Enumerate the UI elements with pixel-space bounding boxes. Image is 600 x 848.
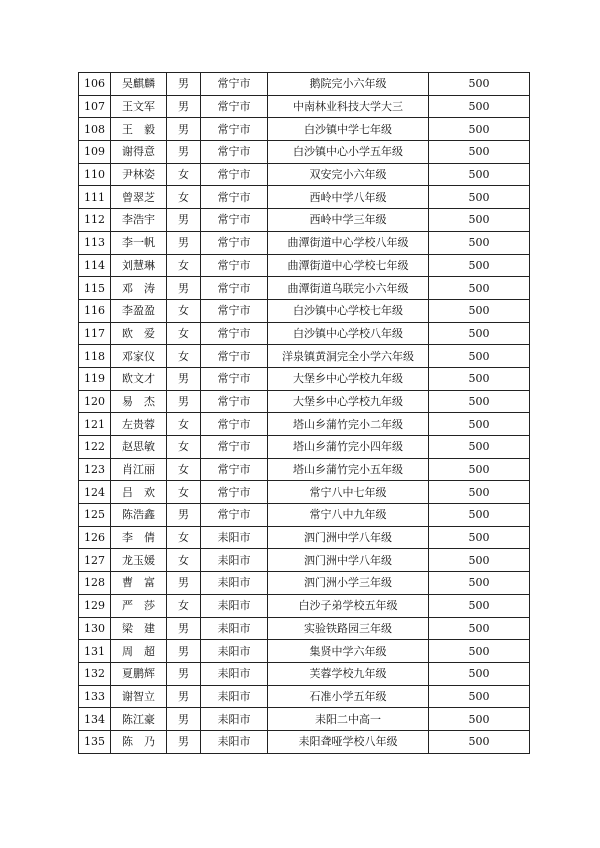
student-sex: 男 [167,141,201,164]
student-school-grade: 集贤中学六年级 [268,640,429,663]
student-school-grade: 耒阳二中高一 [268,708,429,731]
row-number: 108 [79,118,111,141]
student-city: 常宁市 [201,141,268,164]
aid-amount: 500 [429,572,530,595]
student-city: 耒阳市 [201,640,268,663]
aid-amount: 500 [429,95,530,118]
student-city: 耒阳市 [201,730,268,753]
student-city: 常宁市 [201,345,268,368]
student-city: 常宁市 [201,254,268,277]
student-school-grade: 塔山乡蒲竹完小四年级 [268,436,429,459]
student-name: 周 超 [111,640,167,663]
row-number: 111 [79,186,111,209]
student-city: 常宁市 [201,367,268,390]
student-sex: 女 [167,413,201,436]
table-row [79,163,530,186]
aid-amount: 500 [429,73,530,96]
student-sex: 男 [167,73,201,96]
student-sex: 男 [167,572,201,595]
student-city: 耒阳市 [201,526,268,549]
student-school-grade: 曲潭街道中心学校七年级 [268,254,429,277]
student-city: 耒阳市 [201,685,268,708]
student-aid-table [78,72,530,754]
student-school-grade: 塔山乡蒲竹完小五年级 [268,458,429,481]
student-sex: 男 [167,640,201,663]
table-row [79,141,530,164]
row-number: 128 [79,572,111,595]
student-sex: 男 [167,118,201,141]
row-number: 125 [79,504,111,527]
student-school-grade: 西岭中学八年级 [268,186,429,209]
student-name: 谢智立 [111,685,167,708]
student-name: 赵思敏 [111,436,167,459]
row-number: 134 [79,708,111,731]
student-sex: 女 [167,549,201,572]
student-sex: 男 [167,662,201,685]
student-sex: 男 [167,617,201,640]
student-city: 常宁市 [201,436,268,459]
student-school-grade: 塔山乡蒲竹完小二年级 [268,413,429,436]
aid-amount: 500 [429,141,530,164]
row-number: 118 [79,345,111,368]
student-sex: 男 [167,367,201,390]
aid-amount: 500 [429,186,530,209]
aid-amount: 500 [429,708,530,731]
aid-amount: 500 [429,549,530,572]
student-name: 曾翠芝 [111,186,167,209]
row-number: 127 [79,549,111,572]
row-number: 113 [79,231,111,254]
student-city: 常宁市 [201,413,268,436]
student-sex: 女 [167,322,201,345]
student-city: 耒阳市 [201,572,268,595]
table-row [79,118,530,141]
aid-amount: 500 [429,118,530,141]
student-sex: 女 [167,299,201,322]
student-name: 尹林姿 [111,163,167,186]
student-city: 耒阳市 [201,662,268,685]
aid-amount: 500 [429,163,530,186]
student-name: 陈江豪 [111,708,167,731]
student-school-grade: 曲潭街道乌联完小六年级 [268,277,429,300]
student-school-grade: 西岭中学三年级 [268,209,429,232]
table-row [79,231,530,254]
student-name: 欧文才 [111,367,167,390]
table-row [79,708,530,731]
student-name: 易 杰 [111,390,167,413]
student-name: 肖江丽 [111,458,167,481]
student-city: 常宁市 [201,390,268,413]
aid-amount: 500 [429,231,530,254]
aid-amount: 500 [429,299,530,322]
table-row [79,413,530,436]
aid-amount: 500 [429,436,530,459]
student-sex: 女 [167,254,201,277]
student-sex: 女 [167,481,201,504]
aid-amount: 500 [429,640,530,663]
table-row [79,504,530,527]
student-school-grade: 常宁八中七年级 [268,481,429,504]
table-row [79,390,530,413]
table-row [79,209,530,232]
aid-amount: 500 [429,390,530,413]
table-row [79,662,530,685]
row-number: 130 [79,617,111,640]
student-sex: 男 [167,730,201,753]
student-sex: 男 [167,209,201,232]
table-row [79,277,530,300]
row-number: 112 [79,209,111,232]
student-sex: 女 [167,526,201,549]
student-city: 常宁市 [201,231,268,254]
row-number: 121 [79,413,111,436]
row-number: 135 [79,730,111,753]
student-sex: 女 [167,458,201,481]
student-school-grade: 泗门洲中学八年级 [268,526,429,549]
student-school-grade: 白沙镇中学七年级 [268,118,429,141]
aid-amount: 500 [429,413,530,436]
student-school-grade: 曲潭街道中心学校八年级 [268,231,429,254]
table-row [79,685,530,708]
student-sex: 女 [167,594,201,617]
row-number: 133 [79,685,111,708]
student-school-grade: 双安完小六年级 [268,163,429,186]
student-sex: 女 [167,345,201,368]
student-city: 耒阳市 [201,549,268,572]
table-row [79,458,530,481]
aid-amount: 500 [429,504,530,527]
student-school-grade: 中南林业科技大学大三 [268,95,429,118]
student-name: 夏鹏辉 [111,662,167,685]
student-name: 吕 欢 [111,481,167,504]
table-row [79,322,530,345]
aid-amount: 500 [429,617,530,640]
row-number: 114 [79,254,111,277]
table-row [79,95,530,118]
student-city: 常宁市 [201,322,268,345]
student-city: 常宁市 [201,163,268,186]
aid-amount: 500 [429,254,530,277]
student-sex: 男 [167,231,201,254]
student-name: 刘慧琳 [111,254,167,277]
table-row [79,730,530,753]
table-row [79,594,530,617]
student-sex: 男 [167,504,201,527]
aid-amount: 500 [429,526,530,549]
student-name: 李一帆 [111,231,167,254]
row-number: 109 [79,141,111,164]
student-school-grade: 常宁八中九年级 [268,504,429,527]
student-city: 常宁市 [201,277,268,300]
row-number: 123 [79,458,111,481]
row-number: 117 [79,322,111,345]
table-row [79,254,530,277]
student-school-grade: 泗门洲中学八年级 [268,549,429,572]
student-sex: 男 [167,390,201,413]
student-name: 李浩宇 [111,209,167,232]
student-sex: 男 [167,708,201,731]
student-city: 常宁市 [201,209,268,232]
student-name: 王文军 [111,95,167,118]
row-number: 122 [79,436,111,459]
student-sex: 男 [167,685,201,708]
aid-amount: 500 [429,345,530,368]
student-name: 邓 涛 [111,277,167,300]
student-city: 常宁市 [201,95,268,118]
aid-amount: 500 [429,458,530,481]
student-school-grade: 洋泉镇黄洞完全小学六年级 [268,345,429,368]
table-row [79,299,530,322]
student-city: 常宁市 [201,504,268,527]
table-row [79,549,530,572]
student-name: 欧 爱 [111,322,167,345]
student-name: 严 莎 [111,594,167,617]
aid-amount: 500 [429,209,530,232]
student-school-grade: 大堡乡中心学校九年级 [268,390,429,413]
student-school-grade: 实验铁路园三年级 [268,617,429,640]
table-row [79,481,530,504]
row-number: 124 [79,481,111,504]
row-number: 120 [79,390,111,413]
aid-amount: 500 [429,322,530,345]
student-sex: 男 [167,277,201,300]
student-name: 梁 建 [111,617,167,640]
student-name: 陈 乃 [111,730,167,753]
student-school-grade: 大堡乡中心学校九年级 [268,367,429,390]
student-sex: 女 [167,436,201,459]
student-school-grade: 芙蓉学校九年级 [268,662,429,685]
student-school-grade: 白沙镇中心学校八年级 [268,322,429,345]
aid-amount: 500 [429,730,530,753]
student-city: 常宁市 [201,186,268,209]
aid-amount: 500 [429,662,530,685]
student-school-grade: 耒阳聋哑学校八年级 [268,730,429,753]
student-city: 常宁市 [201,458,268,481]
row-number: 115 [79,277,111,300]
table-row [79,73,530,96]
table-row [79,572,530,595]
student-sex: 女 [167,163,201,186]
aid-amount: 500 [429,594,530,617]
table-row [79,640,530,663]
row-number: 110 [79,163,111,186]
aid-amount: 500 [429,481,530,504]
student-name: 陈浩鑫 [111,504,167,527]
row-number: 126 [79,526,111,549]
student-name: 曹 富 [111,572,167,595]
student-sex: 男 [167,95,201,118]
student-city: 常宁市 [201,299,268,322]
row-number: 119 [79,367,111,390]
row-number: 131 [79,640,111,663]
table-row [79,436,530,459]
student-city: 耒阳市 [201,594,268,617]
student-school-grade: 白沙子弟学校五年级 [268,594,429,617]
table-row [79,186,530,209]
student-school-grade: 石准小学五年级 [268,685,429,708]
student-city: 耒阳市 [201,617,268,640]
student-city: 耒阳市 [201,708,268,731]
student-school-grade: 白沙镇中心学校七年级 [268,299,429,322]
table-row [79,367,530,390]
student-name: 李 倩 [111,526,167,549]
student-name: 左贵蓉 [111,413,167,436]
aid-amount: 500 [429,685,530,708]
row-number: 107 [79,95,111,118]
student-school-grade: 泗门洲小学三年级 [268,572,429,595]
table-row [79,526,530,549]
student-city: 常宁市 [201,118,268,141]
student-sex: 女 [167,186,201,209]
aid-amount: 500 [429,367,530,390]
student-name: 谢得意 [111,141,167,164]
student-name: 李盈盈 [111,299,167,322]
table-row [79,345,530,368]
student-school-grade: 白沙镇中心小学五年级 [268,141,429,164]
student-name: 王 毅 [111,118,167,141]
student-name: 吴麒麟 [111,73,167,96]
student-name: 龙玉媛 [111,549,167,572]
student-city: 常宁市 [201,73,268,96]
student-city: 常宁市 [201,481,268,504]
row-number: 129 [79,594,111,617]
row-number: 106 [79,73,111,96]
table-body [79,73,530,754]
student-name: 邓家仪 [111,345,167,368]
row-number: 116 [79,299,111,322]
row-number: 132 [79,662,111,685]
student-school-grade: 鹅院完小六年级 [268,73,429,96]
table-row [79,617,530,640]
aid-amount: 500 [429,277,530,300]
